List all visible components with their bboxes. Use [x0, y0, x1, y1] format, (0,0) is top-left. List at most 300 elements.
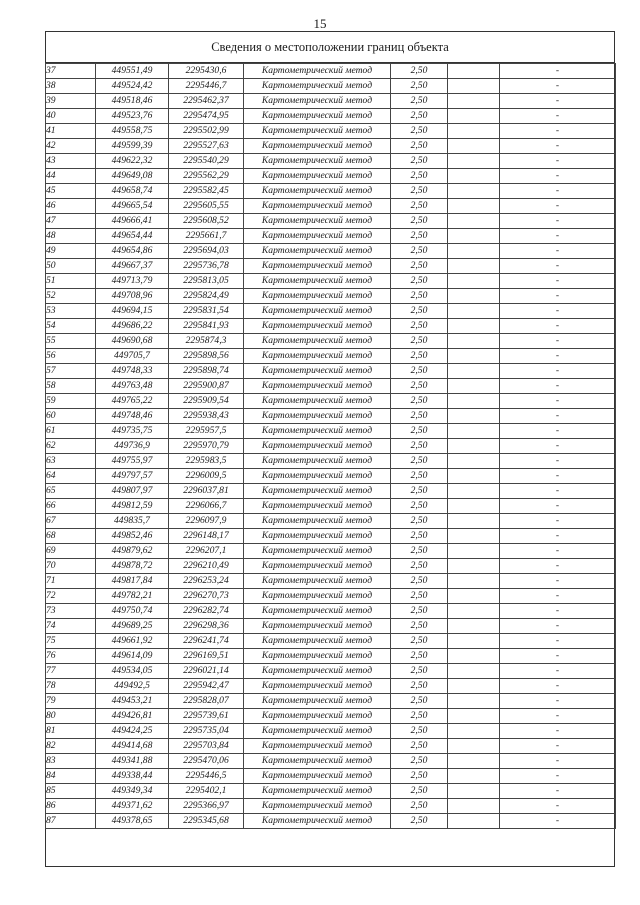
method-cell: Картометрический метод: [244, 574, 391, 589]
method-cell: Картометрический метод: [244, 424, 391, 439]
point-number-cell: 77: [46, 664, 96, 679]
empty-cell: [448, 154, 500, 169]
table-row: [46, 514, 616, 529]
x-coordinate-cell: 449424,25: [96, 724, 169, 739]
description-cell: -: [500, 124, 616, 139]
x-coordinate-cell: 449414,68: [96, 739, 169, 754]
y-coordinate-cell: 2295470,06: [169, 754, 244, 769]
x-coordinate-cell: 449807,97: [96, 484, 169, 499]
method-cell: Картометрический метод: [244, 379, 391, 394]
table-row: [46, 544, 616, 559]
empty-cell: [448, 544, 500, 559]
y-coordinate-cell: 2295605,55: [169, 199, 244, 214]
empty-cell: [448, 139, 500, 154]
method-cell: Картометрический метод: [244, 634, 391, 649]
y-coordinate-cell: 2296207,1: [169, 544, 244, 559]
coordinates-table: [45, 63, 616, 829]
method-cell: Картометрический метод: [244, 769, 391, 784]
x-coordinate-cell: 449763,48: [96, 379, 169, 394]
description-cell: -: [500, 514, 616, 529]
x-coordinate-cell: 449492,5: [96, 679, 169, 694]
method-cell: Картометрический метод: [244, 664, 391, 679]
x-coordinate-cell: 449689,25: [96, 619, 169, 634]
table-row: [46, 769, 616, 784]
description-cell: -: [500, 319, 616, 334]
description-cell: -: [500, 229, 616, 244]
empty-cell: [448, 79, 500, 94]
empty-cell: [448, 244, 500, 259]
empty-cell: [448, 814, 500, 829]
description-cell: -: [500, 439, 616, 454]
method-cell: Картометрический метод: [244, 709, 391, 724]
method-cell: Картометрический метод: [244, 109, 391, 124]
description-cell: -: [500, 499, 616, 514]
accuracy-cell: 2,50: [391, 334, 448, 349]
accuracy-cell: 2,50: [391, 184, 448, 199]
empty-cell: [448, 454, 500, 469]
empty-cell: [448, 394, 500, 409]
empty-cell: [448, 109, 500, 124]
y-coordinate-cell: 2295502,99: [169, 124, 244, 139]
method-cell: Картометрический метод: [244, 694, 391, 709]
point-number-cell: 51: [46, 274, 96, 289]
y-coordinate-cell: 2296169,51: [169, 649, 244, 664]
point-number-cell: 38: [46, 79, 96, 94]
x-coordinate-cell: 449812,59: [96, 499, 169, 514]
table-row: [46, 424, 616, 439]
description-cell: -: [500, 559, 616, 574]
table-row: [46, 319, 616, 334]
table-row: [46, 679, 616, 694]
y-coordinate-cell: 2295540,29: [169, 154, 244, 169]
description-cell: -: [500, 619, 616, 634]
point-number-cell: 58: [46, 379, 96, 394]
method-cell: Картометрический метод: [244, 154, 391, 169]
y-coordinate-cell: 2296066,7: [169, 499, 244, 514]
table-row: [46, 349, 616, 364]
point-number-cell: 63: [46, 454, 96, 469]
point-number-cell: 67: [46, 514, 96, 529]
point-number-cell: 61: [46, 424, 96, 439]
method-cell: Картометрический метод: [244, 409, 391, 424]
empty-cell: [448, 574, 500, 589]
method-cell: Картометрический метод: [244, 139, 391, 154]
method-cell: Картометрический метод: [244, 754, 391, 769]
accuracy-cell: 2,50: [391, 244, 448, 259]
point-number-cell: 71: [46, 574, 96, 589]
empty-cell: [448, 769, 500, 784]
method-cell: Картометрический метод: [244, 679, 391, 694]
y-coordinate-cell: 2295694,03: [169, 244, 244, 259]
empty-cell: [448, 319, 500, 334]
accuracy-cell: 2,50: [391, 559, 448, 574]
accuracy-cell: 2,50: [391, 379, 448, 394]
table-row: [46, 574, 616, 589]
method-cell: Картометрический метод: [244, 499, 391, 514]
description-cell: -: [500, 814, 616, 829]
x-coordinate-cell: 449666,41: [96, 214, 169, 229]
accuracy-cell: 2,50: [391, 199, 448, 214]
description-cell: -: [500, 334, 616, 349]
empty-cell: [448, 289, 500, 304]
x-coordinate-cell: 449453,21: [96, 694, 169, 709]
y-coordinate-cell: 2295841,93: [169, 319, 244, 334]
y-coordinate-cell: 2295970,79: [169, 439, 244, 454]
empty-cell: [448, 334, 500, 349]
point-number-cell: 57: [46, 364, 96, 379]
empty-cell: [448, 649, 500, 664]
accuracy-cell: 2,50: [391, 454, 448, 469]
table-row: [46, 154, 616, 169]
point-number-cell: 54: [46, 319, 96, 334]
description-cell: -: [500, 214, 616, 229]
accuracy-cell: 2,50: [391, 394, 448, 409]
x-coordinate-cell: 449878,72: [96, 559, 169, 574]
accuracy-cell: 2,50: [391, 664, 448, 679]
point-number-cell: 80: [46, 709, 96, 724]
y-coordinate-cell: 2295824,49: [169, 289, 244, 304]
x-coordinate-cell: 449599,39: [96, 139, 169, 154]
table-row: [46, 664, 616, 679]
table-row: [46, 784, 616, 799]
accuracy-cell: 2,50: [391, 574, 448, 589]
description-cell: -: [500, 604, 616, 619]
x-coordinate-cell: 449349,34: [96, 784, 169, 799]
table-row: [46, 454, 616, 469]
method-cell: Картометрический метод: [244, 484, 391, 499]
x-coordinate-cell: 449755,97: [96, 454, 169, 469]
method-cell: Картометрический метод: [244, 649, 391, 664]
y-coordinate-cell: 2295703,84: [169, 739, 244, 754]
y-coordinate-cell: 2295739,61: [169, 709, 244, 724]
y-coordinate-cell: 2295582,45: [169, 184, 244, 199]
method-cell: Картометрический метод: [244, 199, 391, 214]
x-coordinate-cell: 449654,86: [96, 244, 169, 259]
empty-cell: [448, 364, 500, 379]
x-coordinate-cell: 449736,9: [96, 439, 169, 454]
y-coordinate-cell: 2295874,3: [169, 334, 244, 349]
empty-cell: [448, 484, 500, 499]
method-cell: Картометрический метод: [244, 334, 391, 349]
accuracy-cell: 2,50: [391, 124, 448, 139]
table-row: [46, 484, 616, 499]
y-coordinate-cell: 2295900,87: [169, 379, 244, 394]
y-coordinate-cell: 2296282,74: [169, 604, 244, 619]
y-coordinate-cell: 2295446,5: [169, 769, 244, 784]
y-coordinate-cell: 2295462,37: [169, 94, 244, 109]
table-row: [46, 214, 616, 229]
point-number-cell: 66: [46, 499, 96, 514]
table-row: [46, 499, 616, 514]
table-row: [46, 709, 616, 724]
x-coordinate-cell: 449750,74: [96, 604, 169, 619]
x-coordinate-cell: 449797,57: [96, 469, 169, 484]
description-cell: -: [500, 244, 616, 259]
description-cell: -: [500, 784, 616, 799]
method-cell: Картометрический метод: [244, 64, 391, 79]
description-cell: -: [500, 544, 616, 559]
accuracy-cell: 2,50: [391, 94, 448, 109]
point-number-cell: 79: [46, 694, 96, 709]
accuracy-cell: 2,50: [391, 679, 448, 694]
description-cell: -: [500, 289, 616, 304]
empty-cell: [448, 199, 500, 214]
table-row: [46, 169, 616, 184]
accuracy-cell: 2,50: [391, 619, 448, 634]
method-cell: Картометрический метод: [244, 469, 391, 484]
method-cell: Картометрический метод: [244, 184, 391, 199]
method-cell: Картометрический метод: [244, 364, 391, 379]
y-coordinate-cell: 2296253,24: [169, 574, 244, 589]
point-number-cell: 52: [46, 289, 96, 304]
x-coordinate-cell: 449782,21: [96, 589, 169, 604]
method-cell: Картометрический метод: [244, 514, 391, 529]
empty-cell: [448, 739, 500, 754]
accuracy-cell: 2,50: [391, 274, 448, 289]
point-number-cell: 74: [46, 619, 96, 634]
point-number-cell: 82: [46, 739, 96, 754]
method-cell: Картометрический метод: [244, 619, 391, 634]
x-coordinate-cell: 449338,44: [96, 769, 169, 784]
description-cell: -: [500, 574, 616, 589]
method-cell: Картометрический метод: [244, 274, 391, 289]
empty-cell: [448, 694, 500, 709]
description-cell: -: [500, 64, 616, 79]
description-cell: -: [500, 589, 616, 604]
table-row: [46, 469, 616, 484]
y-coordinate-cell: 2295366,97: [169, 799, 244, 814]
description-cell: -: [500, 679, 616, 694]
method-cell: Картометрический метод: [244, 604, 391, 619]
x-coordinate-cell: 449748,46: [96, 409, 169, 424]
empty-cell: [448, 559, 500, 574]
point-number-cell: 87: [46, 814, 96, 829]
x-coordinate-cell: 449523,76: [96, 109, 169, 124]
accuracy-cell: 2,50: [391, 604, 448, 619]
point-number-cell: 83: [46, 754, 96, 769]
y-coordinate-cell: 2296037,81: [169, 484, 244, 499]
table-row: [46, 244, 616, 259]
accuracy-cell: 2,50: [391, 259, 448, 274]
accuracy-cell: 2,50: [391, 79, 448, 94]
table-row: [46, 199, 616, 214]
table-row: [46, 64, 616, 79]
table-row: [46, 589, 616, 604]
empty-cell: [448, 514, 500, 529]
y-coordinate-cell: 2296148,17: [169, 529, 244, 544]
method-cell: Картометрический метод: [244, 214, 391, 229]
accuracy-cell: 2,50: [391, 439, 448, 454]
x-coordinate-cell: 449518,46: [96, 94, 169, 109]
y-coordinate-cell: 2296270,73: [169, 589, 244, 604]
table-row: [46, 124, 616, 139]
y-coordinate-cell: 2296097,9: [169, 514, 244, 529]
point-number-cell: 56: [46, 349, 96, 364]
point-number-cell: 70: [46, 559, 96, 574]
y-coordinate-cell: 2295345,68: [169, 814, 244, 829]
table-row: [46, 619, 616, 634]
accuracy-cell: 2,50: [391, 424, 448, 439]
table-row: [46, 604, 616, 619]
point-number-cell: 43: [46, 154, 96, 169]
method-cell: Картометрический метод: [244, 784, 391, 799]
x-coordinate-cell: 449735,75: [96, 424, 169, 439]
table-row: [46, 634, 616, 649]
point-number-cell: 44: [46, 169, 96, 184]
table-row: [46, 184, 616, 199]
description-cell: -: [500, 139, 616, 154]
method-cell: Картометрический метод: [244, 169, 391, 184]
table-row: [46, 799, 616, 814]
accuracy-cell: 2,50: [391, 229, 448, 244]
y-coordinate-cell: 2296298,36: [169, 619, 244, 634]
empty-cell: [448, 379, 500, 394]
description-cell: -: [500, 379, 616, 394]
x-coordinate-cell: 449713,79: [96, 274, 169, 289]
description-cell: -: [500, 349, 616, 364]
point-number-cell: 53: [46, 304, 96, 319]
x-coordinate-cell: 449654,44: [96, 229, 169, 244]
table-row: [46, 289, 616, 304]
y-coordinate-cell: 2296021,14: [169, 664, 244, 679]
x-coordinate-cell: 449378,65: [96, 814, 169, 829]
x-coordinate-cell: 449622,32: [96, 154, 169, 169]
accuracy-cell: 2,50: [391, 484, 448, 499]
y-coordinate-cell: 2295898,56: [169, 349, 244, 364]
empty-cell: [448, 409, 500, 424]
description-cell: -: [500, 394, 616, 409]
x-coordinate-cell: 449665,54: [96, 199, 169, 214]
y-coordinate-cell: 2296009,5: [169, 469, 244, 484]
point-number-cell: 37: [46, 64, 96, 79]
y-coordinate-cell: 2296210,49: [169, 559, 244, 574]
table-row: [46, 139, 616, 154]
x-coordinate-cell: 449852,46: [96, 529, 169, 544]
table-row: [46, 94, 616, 109]
method-cell: Картометрический метод: [244, 739, 391, 754]
method-cell: Картометрический метод: [244, 319, 391, 334]
accuracy-cell: 2,50: [391, 709, 448, 724]
point-number-cell: 55: [46, 334, 96, 349]
description-cell: -: [500, 79, 616, 94]
method-cell: Картометрический метод: [244, 94, 391, 109]
table-row: [46, 274, 616, 289]
table-row: [46, 754, 616, 769]
point-number-cell: 81: [46, 724, 96, 739]
page-number: 15: [313, 16, 327, 31]
point-number-cell: 40: [46, 109, 96, 124]
description-cell: -: [500, 454, 616, 469]
accuracy-cell: 2,50: [391, 364, 448, 379]
accuracy-cell: 2,50: [391, 634, 448, 649]
description-cell: -: [500, 769, 616, 784]
description-cell: -: [500, 94, 616, 109]
empty-cell: [448, 784, 500, 799]
table-row: [46, 79, 616, 94]
y-coordinate-cell: 2295813,05: [169, 274, 244, 289]
method-cell: Картометрический метод: [244, 589, 391, 604]
description-cell: -: [500, 409, 616, 424]
accuracy-cell: 2,50: [391, 139, 448, 154]
point-number-cell: 46: [46, 199, 96, 214]
accuracy-cell: 2,50: [391, 784, 448, 799]
method-cell: Картометрический метод: [244, 229, 391, 244]
table-row: [46, 529, 616, 544]
description-cell: -: [500, 664, 616, 679]
empty-cell: [448, 214, 500, 229]
empty-cell: [448, 274, 500, 289]
point-number-cell: 41: [46, 124, 96, 139]
x-coordinate-cell: 449658,74: [96, 184, 169, 199]
method-cell: Картометрический метод: [244, 79, 391, 94]
description-cell: -: [500, 154, 616, 169]
point-number-cell: 47: [46, 214, 96, 229]
point-number-cell: 68: [46, 529, 96, 544]
method-cell: Картометрический метод: [244, 304, 391, 319]
accuracy-cell: 2,50: [391, 529, 448, 544]
empty-cell: [448, 724, 500, 739]
point-number-cell: 73: [46, 604, 96, 619]
table-row: [46, 229, 616, 244]
y-coordinate-cell: 2295661,7: [169, 229, 244, 244]
point-number-cell: 48: [46, 229, 96, 244]
x-coordinate-cell: 449748,33: [96, 364, 169, 379]
x-coordinate-cell: 449661,92: [96, 634, 169, 649]
empty-cell: [448, 664, 500, 679]
accuracy-cell: 2,50: [391, 469, 448, 484]
y-coordinate-cell: 2295474,95: [169, 109, 244, 124]
accuracy-cell: 2,50: [391, 349, 448, 364]
method-cell: Картометрический метод: [244, 559, 391, 574]
accuracy-cell: 2,50: [391, 739, 448, 754]
empty-cell: [448, 619, 500, 634]
accuracy-cell: 2,50: [391, 319, 448, 334]
accuracy-cell: 2,50: [391, 304, 448, 319]
description-cell: -: [500, 484, 616, 499]
table-row: [46, 814, 616, 829]
point-number-cell: 84: [46, 769, 96, 784]
table-row: [46, 409, 616, 424]
empty-cell: [448, 304, 500, 319]
y-coordinate-cell: 2295402,1: [169, 784, 244, 799]
x-coordinate-cell: 449817,84: [96, 574, 169, 589]
method-cell: Картометрический метод: [244, 289, 391, 304]
x-coordinate-cell: 449649,08: [96, 169, 169, 184]
description-cell: -: [500, 754, 616, 769]
y-coordinate-cell: 2295983,5: [169, 454, 244, 469]
point-number-cell: 42: [46, 139, 96, 154]
point-number-cell: 85: [46, 784, 96, 799]
description-cell: -: [500, 364, 616, 379]
description-cell: -: [500, 469, 616, 484]
x-coordinate-cell: 449614,09: [96, 649, 169, 664]
accuracy-cell: 2,50: [391, 694, 448, 709]
method-cell: Картометрический метод: [244, 349, 391, 364]
accuracy-cell: 2,50: [391, 64, 448, 79]
table-row: [46, 439, 616, 454]
empty-cell: [448, 124, 500, 139]
point-number-cell: 65: [46, 484, 96, 499]
boundary-info-frame: [45, 31, 615, 867]
table-row: [46, 259, 616, 274]
description-cell: -: [500, 739, 616, 754]
empty-cell: [448, 169, 500, 184]
x-coordinate-cell: 449534,05: [96, 664, 169, 679]
x-coordinate-cell: 449765,22: [96, 394, 169, 409]
description-cell: -: [500, 634, 616, 649]
x-coordinate-cell: 449694,15: [96, 304, 169, 319]
method-cell: Картометрический метод: [244, 244, 391, 259]
